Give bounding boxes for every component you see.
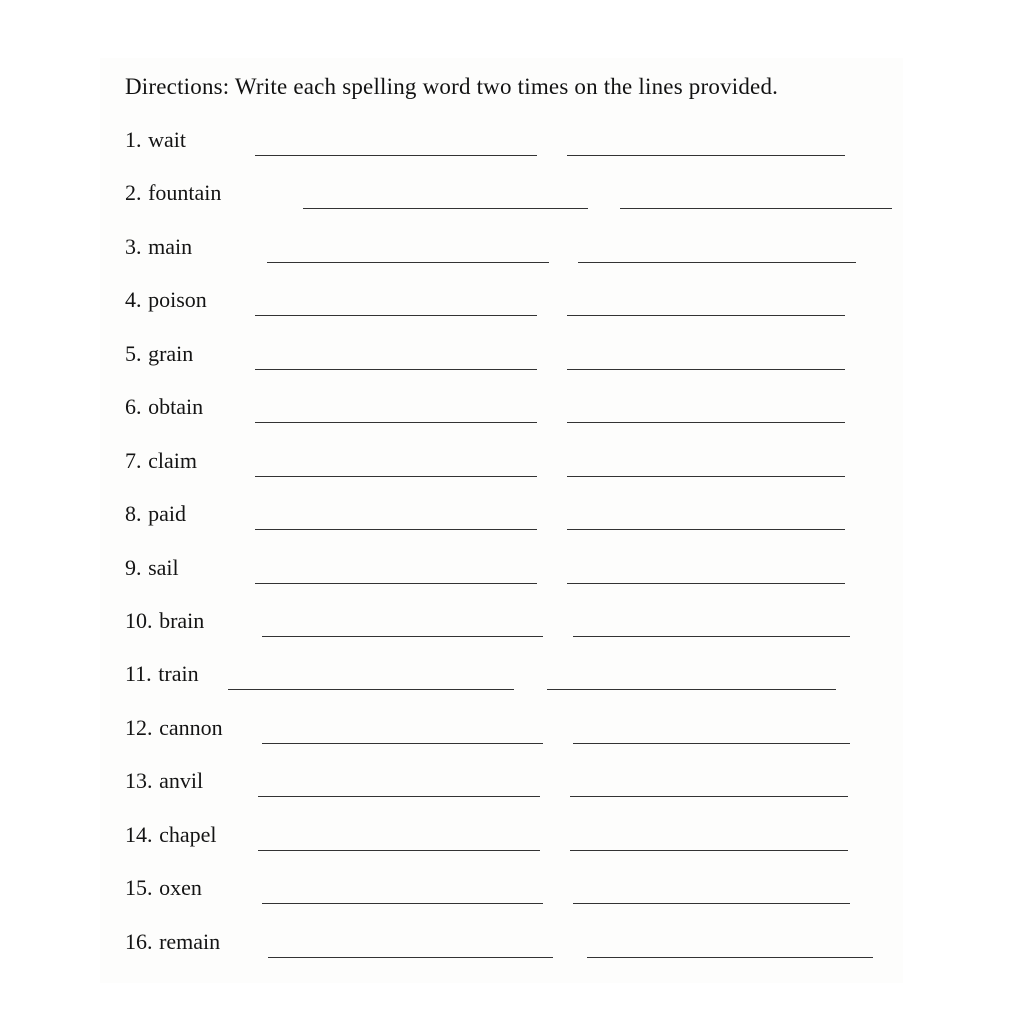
word-label — [125, 180, 221, 206]
writing-line-1 — [228, 689, 514, 690]
item-number: 13. — [125, 768, 153, 794]
word-label — [125, 768, 203, 794]
writing-line-1 — [255, 155, 537, 156]
writing-line-1 — [258, 850, 540, 851]
item-number: 10. — [125, 607, 153, 633]
spelling-word: oxen — [159, 875, 202, 901]
word-row-11 — [100, 650, 903, 703]
writing-line-2 — [620, 208, 892, 209]
item-number: 8. — [125, 501, 142, 527]
spelling-word: paid — [148, 501, 186, 527]
spelling-word: claim — [148, 447, 197, 473]
item-number: 2. — [125, 180, 142, 206]
word-row-6 — [100, 383, 903, 436]
word-label — [125, 715, 223, 741]
item-number: 3. — [125, 233, 142, 259]
writing-line-2 — [567, 369, 845, 370]
word-row-16 — [100, 918, 903, 971]
writing-line-2 — [567, 476, 845, 477]
writing-line-2 — [567, 315, 845, 316]
word-label — [125, 555, 179, 581]
writing-line-1 — [258, 796, 540, 797]
writing-line-2 — [567, 583, 845, 584]
writing-line-2 — [567, 422, 845, 423]
word-label — [125, 287, 207, 313]
item-number: 11. — [125, 661, 152, 687]
spelling-word: train — [158, 661, 199, 687]
writing-line-1 — [268, 957, 553, 958]
word-row-2 — [100, 169, 903, 222]
word-label — [125, 394, 203, 420]
writing-line-2 — [573, 636, 850, 637]
writing-line-1 — [255, 369, 537, 370]
writing-line-1 — [255, 422, 537, 423]
spelling-word: obtain — [148, 394, 204, 420]
directions-text: Directions: Write each spelling word two times on the lines provided. — [125, 74, 779, 99]
spelling-word: brain — [159, 607, 205, 633]
word-row-3 — [100, 223, 903, 276]
spelling-word: sail — [148, 554, 179, 580]
writing-line-1 — [255, 583, 537, 584]
word-row-13 — [100, 757, 903, 810]
word-row-10 — [100, 597, 903, 650]
writing-line-1 — [262, 743, 543, 744]
spelling-word: fountain — [148, 180, 222, 206]
word-label — [125, 448, 197, 474]
word-row-9 — [100, 544, 903, 597]
word-label — [125, 929, 220, 955]
spelling-word: main — [148, 233, 193, 259]
word-label — [125, 608, 204, 634]
word-row-4 — [100, 276, 903, 329]
word-row-7 — [100, 437, 903, 490]
word-label — [125, 501, 186, 527]
spelling-word: anvil — [159, 768, 204, 794]
writing-line-2 — [587, 957, 873, 958]
item-number: 7. — [125, 447, 142, 473]
writing-line-2 — [573, 743, 850, 744]
worksheet-page — [100, 58, 903, 983]
word-label — [125, 127, 186, 153]
word-row-5 — [100, 330, 903, 383]
item-number: 15. — [125, 875, 153, 901]
spelling-word: poison — [148, 287, 207, 313]
writing-line-1 — [255, 315, 537, 316]
writing-line-1 — [255, 476, 537, 477]
writing-line-1 — [303, 208, 588, 209]
writing-line-2 — [578, 262, 856, 263]
word-row-15 — [100, 864, 903, 917]
writing-line-1 — [267, 262, 549, 263]
writing-line-2 — [567, 155, 845, 156]
writing-line-1 — [255, 529, 537, 530]
writing-line-1 — [262, 636, 543, 637]
writing-line-2 — [547, 689, 836, 690]
word-label — [125, 661, 199, 687]
item-number: 9. — [125, 554, 142, 580]
item-number: 12. — [125, 714, 153, 740]
writing-line-2 — [570, 850, 848, 851]
writing-line-2 — [567, 529, 845, 530]
word-label — [125, 875, 202, 901]
item-number: 4. — [125, 287, 142, 313]
word-row-8 — [100, 490, 903, 543]
word-row-1 — [100, 116, 903, 169]
word-row-14 — [100, 811, 903, 864]
item-number: 16. — [125, 928, 153, 954]
item-number: 14. — [125, 821, 153, 847]
spelling-word: chapel — [159, 821, 217, 847]
spelling-word: cannon — [159, 714, 223, 740]
word-row-12 — [100, 704, 903, 757]
item-number: 6. — [125, 394, 142, 420]
spelling-word: wait — [148, 127, 186, 152]
writing-line-2 — [573, 903, 850, 904]
word-list — [100, 116, 903, 971]
word-label — [125, 341, 193, 367]
word-label — [125, 822, 217, 848]
spelling-word: remain — [159, 928, 221, 954]
item-number: 1. — [125, 127, 142, 152]
spelling-word: grain — [148, 340, 194, 366]
writing-line-2 — [570, 796, 848, 797]
word-label — [125, 234, 192, 260]
item-number: 5. — [125, 340, 142, 366]
writing-line-1 — [262, 903, 543, 904]
